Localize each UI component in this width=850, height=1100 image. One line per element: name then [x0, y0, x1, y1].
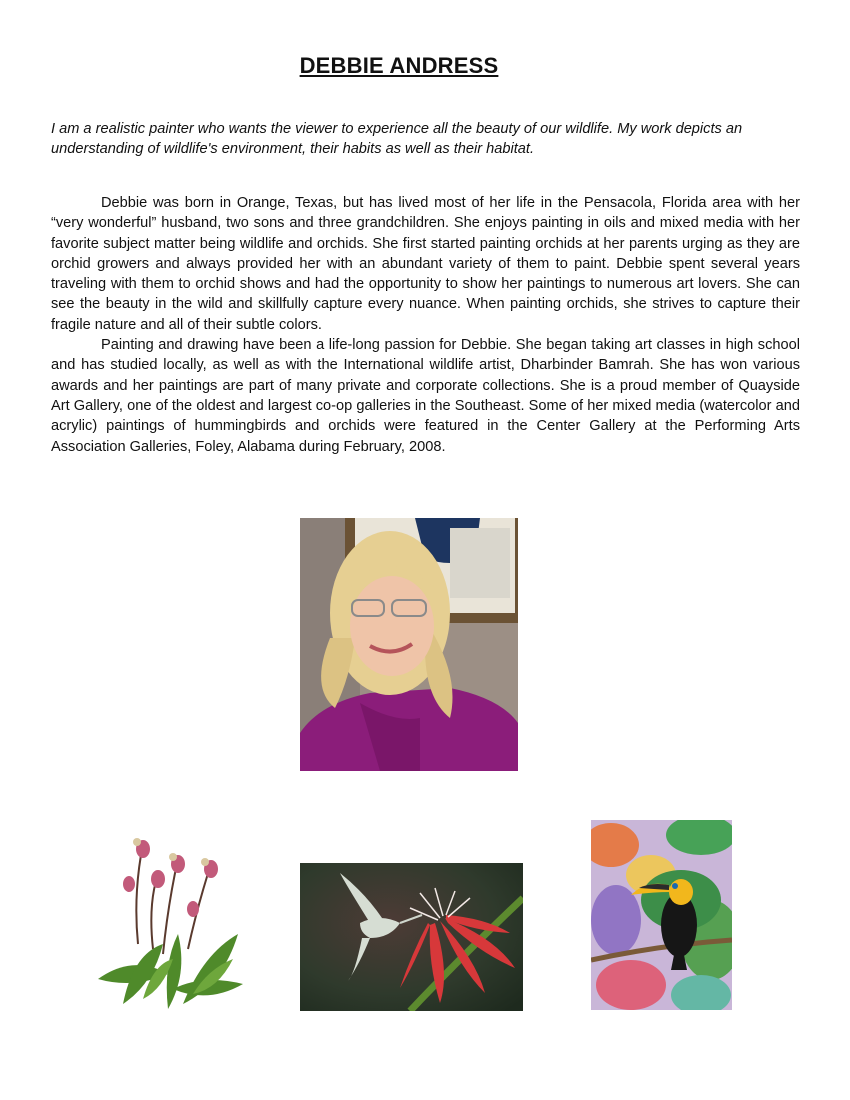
- portrait-icon: [300, 518, 518, 771]
- biography: [51, 193, 800, 457]
- hummingbird-icon: [300, 863, 523, 1011]
- toucan-painting: [591, 820, 732, 1010]
- hummingbird-painting: [300, 863, 523, 1011]
- toucan-icon: [591, 820, 732, 1010]
- orchid-painting: [93, 824, 243, 1012]
- bio-paragraph-1: Debbie was born in Orange, Texas, but has lived most of her life in the Pensacola, Florida area with her “very wonderful” husband, two sons and three grandchildren. She enjoys painting in oils and mixed media with her favorite subject matter being wildlife and orchids. She first started painting orchids at her parents urging as they are orchid growers and always provided her with an abundant variety of them to paint. Debbie spent several years traveling with them to orchid shows and had the opportunity to show her paintings to numerous art lovers. She can see the beauty in the wild and skillfully capture every nuance. When painting orchids, she strives to capture their fragile nature and all of their subtle colors.: [51, 195, 800, 333]
- orchid-icon: [93, 824, 243, 1012]
- bio-paragraph-2: Painting and drawing have been a life-long passion for Debbie. She began taking art classes in high school and has studied locally, as well as with the International wildlife artist, Dharbinder Bamrah. She has won various awards and her paintings are part of many private and corporate collections. She is a proud member of Quayside Art Gallery, one of the oldest and largest co-op galleries in the Southeast. Some of her mixed media (watercolor and acrylic) paintings of hummingbirds and orchids were featured in the Center Gallery at the Performing Arts Association Galleries, Foley, Alabama during February, 2008.: [51, 337, 800, 455]
- artist-portrait: [300, 518, 518, 771]
- artist-statement: I am a realistic painter who wants the viewer to experience all the beauty of our wildlife. My work depicts an understanding of wildlife's environment, their habits as well as their habitat.: [51, 121, 743, 157]
- page-title: DEBBIE ANDRESS: [299, 53, 499, 78]
